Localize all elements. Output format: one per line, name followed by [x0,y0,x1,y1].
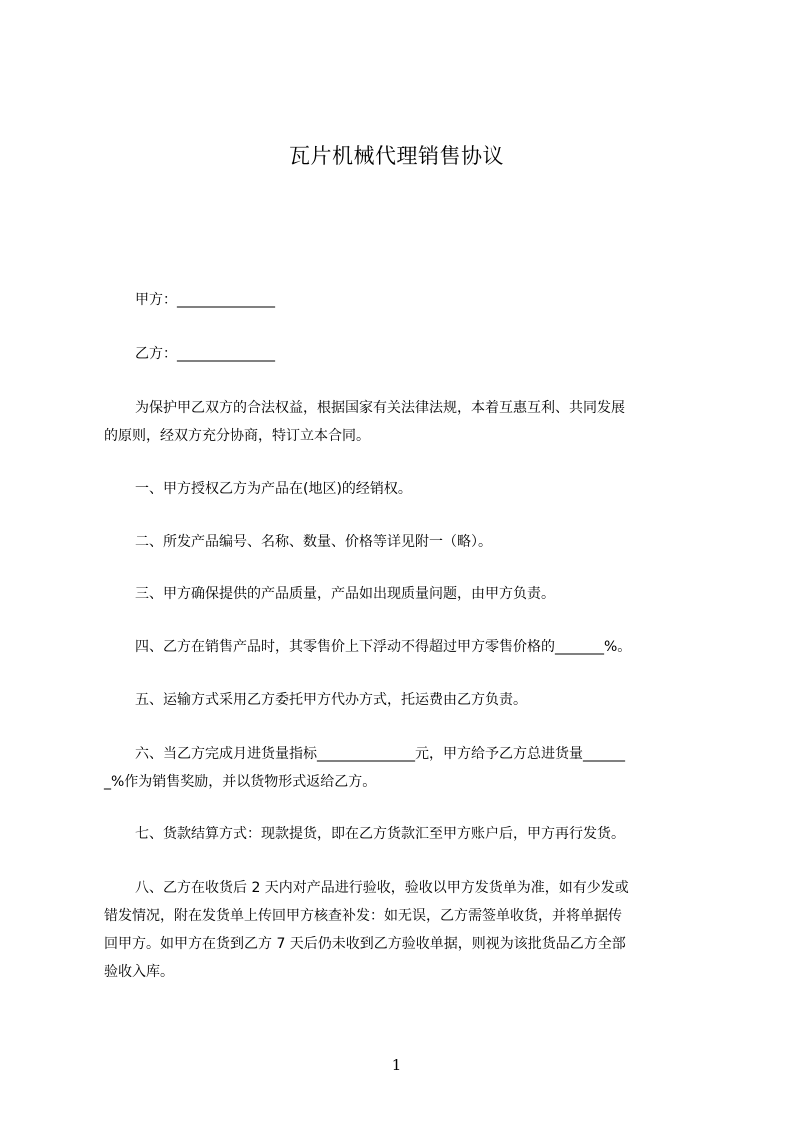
clause-7: 七、货款结算方式：现款提货，即在乙方货款汇至甲方账户后，甲方再行发货。 [135,826,625,842]
preamble-line-2: 的原则，经双方充分协商，特订立本合同。 [104,428,370,444]
clause-8-line-3: 回甲方。如甲方在货到乙方 7 天后仍未收到乙方验收单据，则视为该批货品乙方全部 [104,936,626,952]
preamble-line-1: 为保护甲乙双方的合法权益，根据国家有关法律法规，本着互惠互利、共同发展 [135,400,625,416]
clause-6-line-1: 六、当乙方完成月进货量指标______________元，甲方给予乙方总进货量______ [135,746,625,762]
party-a-line: 甲方：______________ [135,292,275,308]
document-title: 瓦片机械代理销售协议 [289,144,504,168]
clause-4: 四、乙方在销售产品时，其零售价上下浮动不得超过甲方零售价格的_______%。 [135,639,632,655]
clause-6-line-2: _%作为销售奖励，并以货物形式返给乙方。 [104,774,377,790]
clause-8-line-4: 验收入库。 [104,964,174,980]
clause-3: 三、甲方确保提供的产品质量，产品如出现质量问题，由甲方负责。 [135,586,555,602]
clause-5: 五、运输方式采用乙方委托甲方代办方式，托运费由乙方负责。 [135,692,527,708]
clause-8-line-1: 八、乙方在收货后 2 天内对产品进行验收，验收以甲方发货单为准，如有少发或 [135,880,629,896]
party-b-line: 乙方：______________ [135,346,275,362]
clause-8-line-2: 错发情况，附在发货单上传回甲方核查补发：如无误，乙方需签单收货，并将单据传 [104,908,622,924]
clause-1: 一、甲方授权乙方为产品在(地区)的经销权。 [135,481,412,497]
clause-2: 二、所发产品编号、名称、数量、价格等详见附一（略）。 [135,534,492,550]
page-number: 1 [391,1056,402,1074]
